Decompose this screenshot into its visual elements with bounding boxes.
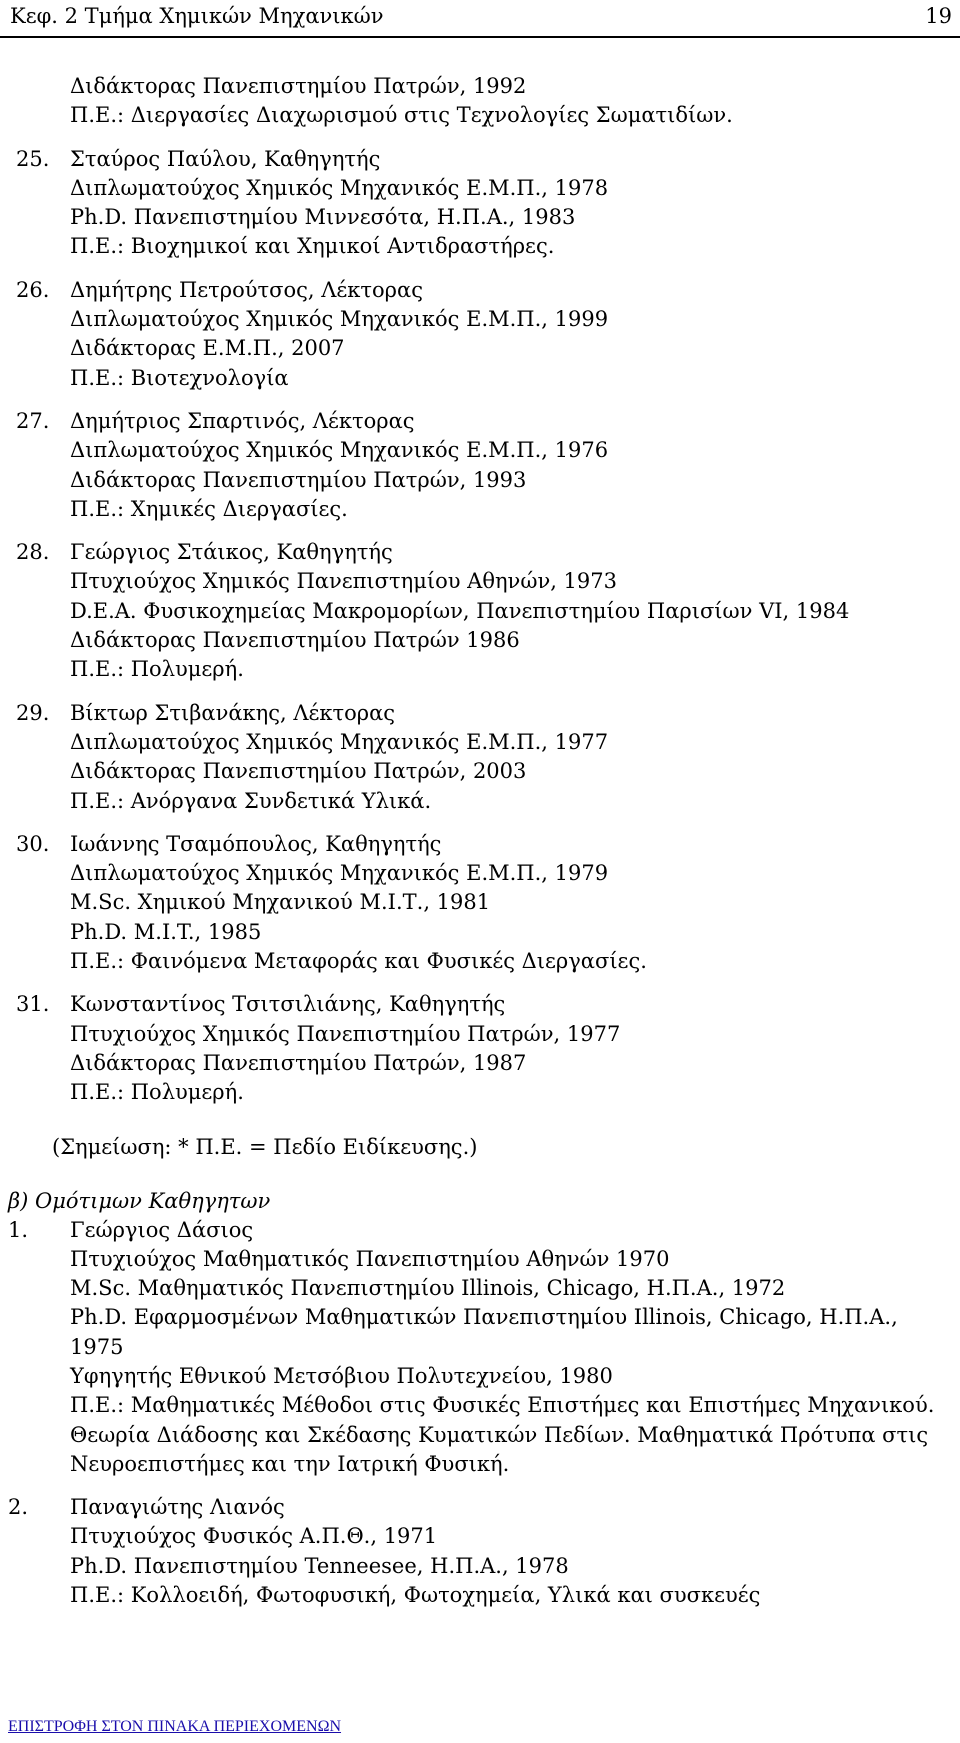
faculty-name: Γεώργιος Δάσιος: [70, 1217, 254, 1242]
text-line: Π.Ε.: Βιοτεχνολογία: [70, 365, 289, 390]
text-line: Διδάκτορας Πανεπιστημίου Πατρών, 1993: [70, 467, 527, 492]
text-line: Πτυχιούχος Χημικός Πανεπιστημίου Αθηνών, 1973: [70, 569, 618, 594]
chapter-title: Κεφ. 2 Τμήμα Χημικών Μηχανικών: [10, 4, 384, 28]
faculty-entry-31: [0, 990, 960, 1107]
text-line: Π.Ε.: Πολυμερή.: [70, 657, 244, 682]
text-line: Π.Ε.: Διεργασίες Διαχωρισμού στις Τεχνολογίες Σωματιδίων.: [70, 103, 733, 128]
text-line: M.Sc. Χημικού Μηχανικού Μ.Ι.Τ., 1981: [70, 890, 491, 915]
entry-number: 1.: [8, 1217, 29, 1242]
text-line: Διπλωματούχος Χημικός Μηχανικός Ε.Μ.Π., 1978: [70, 175, 609, 200]
faculty-entry-27: [0, 407, 960, 524]
text-line: Π.Ε.: Κολλοειδή, Φωτοφυσική, Φωτοχημεία, Υλικά και συσκευές: [70, 1583, 761, 1608]
text-line: Υφηγητής Εθνικού Μετσόβιου Πολυτεχνείου, 1980: [70, 1363, 613, 1388]
faculty-entry-28: [0, 538, 960, 684]
faculty-name: Βίκτωρ Στιβανάκης, Λέκτορας: [70, 700, 396, 725]
faculty-entry-25: [0, 145, 960, 262]
entry-number: 29.: [16, 700, 50, 725]
text-line: Διδάκτορας Ε.Μ.Π., 2007: [70, 336, 345, 361]
text-line: Ph.D. M.I.T., 1985: [70, 919, 262, 944]
text-line: Διδάκτορας Πανεπιστημίου Πατρών, 2003: [70, 759, 527, 784]
text-line: Πτυχιούχος Χημικός Πανεπιστημίου Πατρών, 1977: [70, 1021, 621, 1046]
text-line: Διπλωματούχος Χημικός Μηχανικός Ε.Μ.Π., 1977: [70, 729, 609, 754]
faculty-name: Κωνσταντίνος Τσιτσιλιάνης, Καθηγητής: [70, 992, 506, 1017]
text-line: Ph.D. Πανεπιστημίου Tenneesee, Η.Π.Α., 1978: [70, 1553, 569, 1578]
text-line: Νευροεπιστήμες και την Ιατρική Φυσική.: [70, 1451, 510, 1476]
text-line: Πτυχιούχος Μαθηματικός Πανεπιστημίου Αθηνών 1970: [70, 1246, 670, 1271]
entry-number: 26.: [16, 277, 50, 302]
text-line: Π.Ε.: Μαθηματικές Μέθοδοι στις Φυσικές Επιστήμες και Επιστήμες Μηχανικού.: [70, 1393, 935, 1418]
emeritus-entry-2: [0, 1493, 960, 1610]
footnote: (Σημείωση: * Π.Ε. = Πεδίο Ειδίκευσης.): [52, 1134, 478, 1159]
faculty-entry-30: [0, 830, 960, 976]
text-line: 1975: [70, 1334, 124, 1359]
faculty-name: Δημήτριος Σπαρτινός, Λέκτορας: [70, 408, 415, 433]
text-line: Διδάκτορας Πανεπιστημίου Πατρών, 1987: [70, 1050, 527, 1075]
text-line: Ph.D. Εφαρμοσμένων Μαθηματικών Πανεπιστημίου Illinois, Chicago, Η.Π.Α.,: [70, 1305, 898, 1330]
entry-number: 27.: [16, 408, 50, 433]
text-line: Διπλωματούχος Χημικός Μηχανικός Ε.Μ.Π., 1979: [70, 861, 609, 886]
entry-number: 28.: [16, 540, 50, 565]
text-line: M.Sc. Μαθηματικός Πανεπιστημίου Illinois, Chicago, Η.Π.Α., 1972: [70, 1276, 786, 1301]
text-line: Π.Ε.: Φαινόμενα Μεταφοράς και Φυσικές Διεργασίες.: [70, 949, 647, 974]
faculty-name: Σταύρος Παύλου, Καθηγητής: [70, 146, 381, 171]
text-line: Ph.D. Πανεπιστημίου Μιννεσότα, Η.Π.Α., 1983: [70, 205, 576, 230]
entry-number: 2.: [8, 1495, 29, 1520]
entry-number: 30.: [16, 831, 50, 856]
continuation-block: [0, 72, 960, 131]
document-body: [0, 72, 960, 1610]
page-number: 19: [925, 4, 952, 28]
text-line: Π.Ε.: Πολυμερή.: [70, 1080, 244, 1105]
page-header: [0, 0, 960, 38]
text-line: Πτυχιούχος Φυσικός Α.Π.Θ., 1971: [70, 1524, 438, 1549]
text-line: Διδάκτορας Πανεπιστημίου Πατρών 1986: [70, 628, 520, 653]
entry-number: 31.: [16, 992, 50, 1017]
text-line: Θεωρία Διάδοσης και Σκέδασης Κυματικών Πεδίων. Μαθηματικά Πρότυπα στις: [70, 1422, 929, 1447]
text-line: Διπλωματούχος Χημικός Μηχανικός Ε.Μ.Π., 1999: [70, 307, 609, 332]
text-line: Π.Ε.: Ανόργανα Συνδετικά Υλικά.: [70, 788, 432, 813]
faculty-entry-26: [0, 276, 960, 393]
text-line: Π.Ε.: Βιοχημικοί και Χημικοί Αντιδραστήρες.: [70, 234, 555, 259]
text-line: Διπλωματούχος Χημικός Μηχανικός Ε.Μ.Π., 1976: [70, 438, 609, 463]
section-heading: β) Ομότιμων Καθηγητων: [8, 1188, 271, 1213]
faculty-entry-29: [0, 699, 960, 816]
text-line: Π.Ε.: Χημικές Διεργασίες.: [70, 496, 348, 521]
return-to-contents-link[interactable]: ΕΠΙΣΤΡΟΦΗ ΣΤΟΝ ΠΙΝΑΚΑ ΠΕΡΙΕΧΟΜΕΝΩΝ: [8, 1718, 342, 1735]
text-line: Διδάκτορας Πανεπιστημίου Πατρών, 1992: [70, 74, 527, 98]
faculty-name: Παναγιώτης Λιανός: [70, 1495, 285, 1520]
faculty-name: Δημήτρης Πετρούτσος, Λέκτορας: [70, 277, 423, 302]
emeritus-entry-1: [0, 1216, 960, 1480]
faculty-name: Γεώργιος Στάικος, Καθηγητής: [70, 540, 393, 565]
text-line: D.E.A. Φυσικοχημείας Μακρομορίων, Πανεπιστημίου Παρισίων VI, 1984: [70, 598, 850, 623]
entry-number: 25.: [16, 146, 50, 171]
faculty-name: Ιωάννης Τσαμόπουλος, Καθηγητής: [70, 831, 442, 856]
